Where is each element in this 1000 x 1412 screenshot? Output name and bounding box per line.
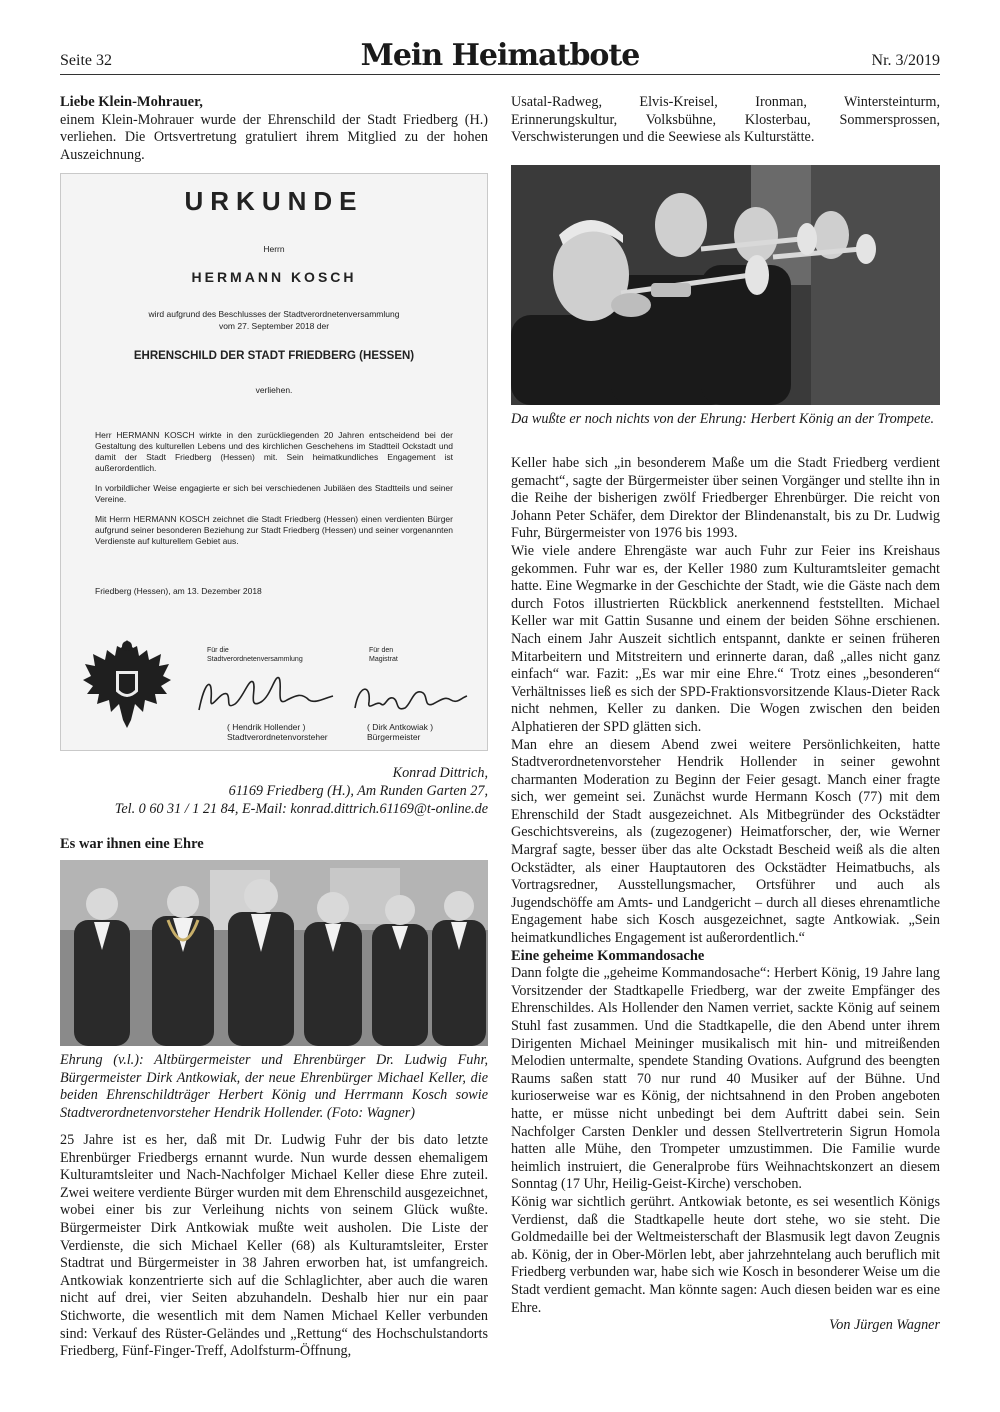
right-para-5: König war sichtlich gerührt. Antkowiak betonte, es sei wesentlich Königs Verdienst, daß die Stadtkapelle heute dort stehe, wo sie steht. Die Goldmedaille bei der Weltmeisterschaft der Blasmusik legt davon Zeugnis ab. König, der in Ober-Mörlen lebt, aber jahrzehntelang auch beruflich mit Friedberg verbunden war, habe sich wie Kosch in besonderer Weise um die Stadt verdient gemacht. Man könnte sagen: Auch diesen beiden war es eine Ehre.	[511, 1193, 940, 1316]
group-photo-caption: Ehrung (v.l.): Altbürgermeister und Ehrenbürger Dr. Ludwig Fuhr, Bürgermeister Dirk Antkowiak, der neue Ehrenbürger Michael Keller, die beiden Ehrenschildträger Herbert König und Herrmann Kosch sowie Stadtverordnetenvorsteher Hendrik Hollender. (Foto: Wagner)	[60, 1052, 488, 1121]
certificate-body	[95, 430, 453, 556]
right-para-3: Man ehre an diesem Abend zwei weitere Persönlichkeiten, hatte Stadtverordnetenvorsteher Hendrik Hollender in seiner gewohnt charmanten Moderation zu Beginn der Feier gesagt. Manch einer fragte sich, wer gemeint sei. Zunächst wurde Hermann Kosch (77) mit dem Ehrenschild der Stadt ausgezeichnet. Als Mitbegründer des Ockstädter Geschichtsvereins, als (zugezogener) Heimatforscher, der, wie Werner Margraf sagte, besser über das alte Ockstadt Bescheid weiß als die alten Ockstädter, als einer Hauptautoren des Ockstädter Heimatbuchs, als Vortragsredner, Ausstellungsmacher, Ortsführer und auch als Jugendschöffe am Amts- und Landgericht – durch all dieses ehrenamtliche Engagement habe sich Kosch ausgezeichnet, sagte Antkowiak. „Sein heimatkundliches Engagement ist außerordentlich.“	[511, 736, 940, 947]
certificate-title: URKUNDE	[184, 186, 364, 216]
masthead-logo: Mein Heimatbote	[360, 38, 640, 73]
right-subhead: Eine geheime Kommandosache	[511, 947, 705, 964]
right-signature	[351, 678, 471, 718]
sender-address: 61169 Friedberg (H.), Am Runden Garten 27,	[228, 783, 488, 799]
right-signature-label: Für den Magistrat	[369, 647, 398, 663]
left-signature	[191, 670, 341, 718]
left-signature-label: Für die Stadtverordnetenversammlung	[207, 647, 303, 663]
greeting-title: Liebe Klein-Mohrauer,	[60, 94, 203, 110]
article-title: Es war ihnen eine Ehre	[60, 836, 204, 852]
greeting-block	[60, 94, 488, 164]
trumpet-photo	[511, 165, 940, 405]
sender-block	[60, 764, 488, 818]
right-signer	[367, 722, 433, 742]
group-photo	[60, 860, 488, 1046]
left-signer-name: ( Hendrik Hollender )	[227, 722, 306, 732]
sender-contact: Tel. 0 60 31 / 1 21 84, E-Mail: konrad.dittrich.61169@t-online.de	[114, 801, 488, 817]
left-body-text: 25 Jahre ist es her, daß mit Dr. Ludwig Fuhr der bis dato letzte Ehrenbürger Friedbergs ernannt wurde. Nun wurde dessen ehemaligem Kulturamtsleiter und Nach-Nachfolger Michael Keller diese Ehre zuteil. Zwei weitere verdiente Bürger wurden mit dem Ehrenschild ausgezeichnet, wobei einer bis zur Verleihung nichts von seinem Glück wußte. Bürgermeister Dirk Antkowiak mußte weit ausholen. Die Liste der Verdienste, die sich Michael Keller (68) als Kulturamtsleiter, Erster Stadtrat und Bürgermeister in 38 Jahren erworben hat, ist umfangreich. Antkowiak konzentrierte sich auf die Schlaglichter, aber auch die waren nicht auf drei, vier Seiten abzuhandeln. Deshalb hier nur ein paar Stichworte, die wesentlich mit dem Namen Michael Keller verbunden sind: Verkauf des Rüster-Geländes und „Rettung“ des Hochschulstandorts Friedberg, Fünf-Finger-Treff, Adolfsturm-Öffnung,	[60, 1132, 488, 1360]
right-para-4: Dann folgte die „geheime Kommandosache“: Herbert König, 19 Jahre lang Vorsitzender der Stadtkapelle Friedberg, war der zweite Empfänger des Ehrenschildes. Als Hollender den Namen verriet, sackte König auf seinem Stuhl fast zusammen. Und die Stadtkapelle, die den Abend unter ihrem Dirigenten Michael Meininger musikalisch mit hin- und mitreißenden Melodien untermalte, spendete Standing Ovations. Aufgrund des beengten Raums saßen statt 70 nur rund 40 Musiker auf der Bühne. Und kurioserweise war es König, der nichtsahnend in den Proben angeboten hatte, er müsse nicht unbedingt bei dem Auftritt dabei sein. Sein Nachfolger Carsten Denkler und dessen Stellvertreterin Sigrun Homola hatten alle Mühe, den Trompeter umzustimmen. Die Familie wurde heimlich instruiert, die Generalprobe fürs Weihnachtskonzert an diesem Sonntag (17 Uhr, Heilig-Geist-Kirche) verschoben.	[511, 965, 940, 1193]
eagle-coat-of-arms	[81, 634, 173, 732]
certificate-verliehen: verliehen.	[255, 385, 293, 395]
left-signer-role: Stadtverordnetenvorsteher	[227, 732, 328, 742]
sender-name: Konrad Dittrich,	[392, 765, 488, 781]
certificate-salutation: Herrn	[263, 244, 285, 254]
certificate-image	[60, 173, 488, 751]
right-signer-name: ( Dirk Antkowiak )	[367, 722, 434, 732]
issue-number: Nr. 3/2019	[871, 52, 940, 69]
page-number: Seite 32	[60, 52, 112, 69]
left-signer	[227, 722, 328, 742]
certificate-place-date: Friedberg (Hessen), am 13. Dezember 2018	[95, 586, 262, 596]
trumpet-photo-caption: Da wußte er noch nichts von der Ehrung: Herbert König an der Trompete.	[511, 411, 935, 427]
certificate-para-3: Mit Herrn HERMANN KOSCH zeichnet die Stadt Friedberg (Hessen) einen verdienten Bürger aufgrund seiner besonderen Beziehung zur Stadt Friedberg (Hessen) und seiner vorgenannten Verdienste auf kulturellem Gebiet aus.	[95, 514, 453, 546]
right-signer-role: Bürgermeister	[367, 732, 421, 742]
right-para-1: Keller habe sich „in besonderem Maße um die Stadt Friedberg verdient gemacht“, sagte der Bürgermeister über seinen Vorgänger und stellte ihn in die Reihe der bisherigen zwölf Friedberger Ehrenbürger. Die reicht von Johann Peter Schäfer, dem Direktor der Blindenanstalt, bis zu Dr. Ludwig Fuhr, Bürgermeister von 1976 bis 1993.	[511, 455, 940, 542]
certificate-date-line: vom 27. September 2018 der	[218, 321, 330, 331]
certificate-para-2: In vorbildlicher Weise engagierte er sich bei verschiedenen Jubiläen des Stadtteils und seiner Vereine.	[95, 483, 453, 504]
certificate-award: EHRENSCHILD DER STADT FRIEDBERG (HESSEN)	[133, 350, 415, 362]
certificate-name: HERMANN KOSCH	[191, 269, 357, 285]
certificate-decision: wird aufgrund des Beschlusses der Stadtverordnetenversammlung	[148, 309, 400, 319]
header-rule	[60, 74, 940, 75]
article-author: Von Jürgen Wagner	[829, 1317, 940, 1334]
certificate-para-1: Herr HERMANN KOSCH wirkte in den zurückliegenden 20 Jahren entscheidend bei der Gestaltung des kulturellen Lebens und des kirchlichen Geschehens im Stadtteil Ockstadt und damit der Stadt Friedberg (Hessen) mit. Sein heimatkundliches Engagement ist außerordentlich.	[95, 430, 453, 473]
right-intro-text: Usatal-Radweg, Elvis-Kreisel, Ironman, Wintersteinturm, Erinnerungskultur, Volksbühne, Klosterbau, Sommersprossen, Verschwisterungen und die Seewiese als Kulturstätte.	[511, 94, 940, 146]
right-para-2: Wie viele andere Ehrengäste war auch Fuhr zur Feier ins Kreishaus gekommen. Fuhr war es, der Keller 1980 zum Kulturamtsleiter gemacht hatte. Eine Wegmarke in der Geschichte der Stadt, wie die Gäste nach dem durch Fotos illustrierten Rückblick anerkennend feststellten. Michael Keller war mit Gattin Susanne und einem der beiden Söhne erschienen. Nach einem Jahr Auszeit sichtlich entspannt, dankte er seinen früheren Mitarbeitern und Mitstreitern und erinnerte daran, daß „alles nicht ganz einfach“ war. Fazit: „Es war mir eine Ehre.“ Trotz eines „besonderen“ Verhältnisses ließ es sich der SPD-Fraktionsvorsitzende Klaus-Dieter Rack nicht nehmen, Keller zu danken. Die Wogen zwischen den beiden Alphatieren der SPD glätten sich.	[511, 542, 940, 735]
right-body-text	[511, 455, 940, 1335]
greeting-text: einem Klein-Mohrauer wurde der Ehrenschild der Stadt Friedberg (H.) verliehen. Die Ortsvertretung gratuliert ihrem Mitglied zu der hohen Auszeichnung.	[60, 111, 488, 163]
